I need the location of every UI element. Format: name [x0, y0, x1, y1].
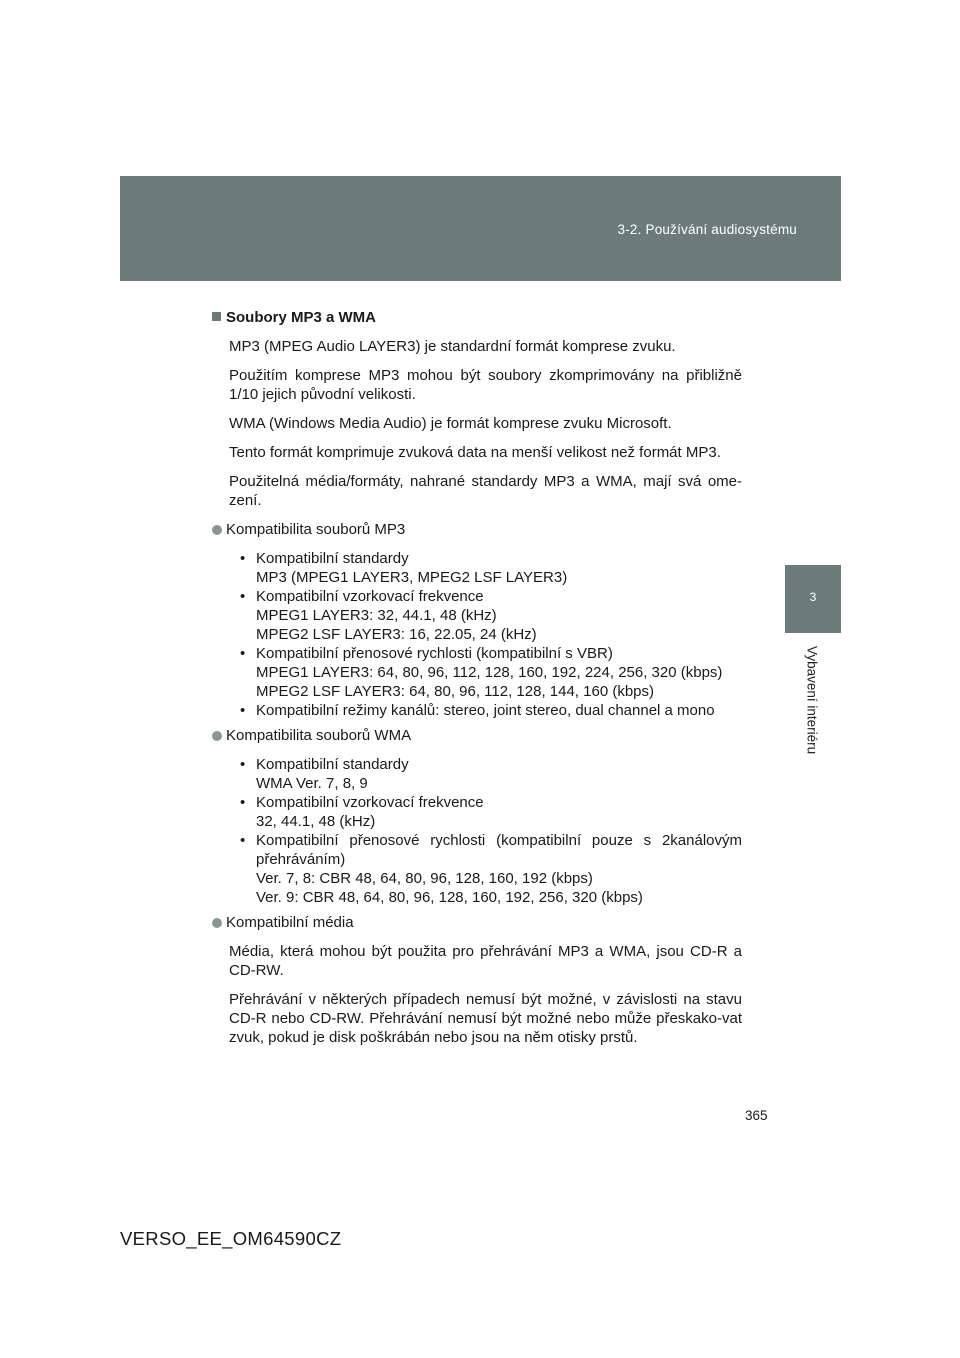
list-item-title: • Kompatibilní vzorkovací frekvence	[256, 588, 484, 605]
subsection-title: Kompatibilní média	[226, 914, 354, 931]
document-code: VERSO_EE_OM64590CZ	[120, 1228, 342, 1249]
subsection-heading-wma	[212, 726, 742, 745]
paragraph: Tento formát komprimuje zvuková data na menší velikost než formát MP3.	[229, 444, 721, 461]
subsection-heading-media	[212, 913, 742, 932]
list-item-title: • Kompatibilní standardy	[256, 756, 409, 773]
wma-compat-list	[212, 755, 742, 907]
list-item-title: • Kompatibilní standardy	[256, 550, 409, 567]
paragraph: Média, která mohou být použita pro přehrávání MP3 a WMA, jsou CD-R a CD-RW.	[229, 943, 742, 979]
list-item-line: MPEG1 LAYER3: 64, 80, 96, 112, 128, 160, 192, 224, 256, 320 (kbps)	[256, 664, 723, 681]
list-item-line: Ver. 7, 8: CBR 48, 64, 80, 96, 128, 160, 192 (kbps)	[256, 870, 593, 887]
page-number: 365	[745, 1108, 768, 1123]
list-item-line: WMA Ver. 7, 8, 9	[256, 775, 368, 792]
list-item	[239, 549, 742, 587]
list-item-line: MPEG1 LAYER3: 32, 44.1, 48 (kHz)	[256, 607, 497, 624]
list-item	[239, 701, 742, 720]
chapter-label: Vybavení interiéru	[804, 645, 820, 755]
chapter-tab	[785, 565, 841, 633]
chapter-number: 3	[809, 590, 817, 604]
list-item-line: MPEG2 LSF LAYER3: 64, 80, 96, 112, 128, 144, 160 (kbps)	[256, 683, 655, 700]
list-item	[239, 831, 742, 907]
header-band	[120, 176, 841, 281]
circle-bullet-icon	[212, 731, 222, 741]
section-header-title: 3-2. Používání audiosystému	[617, 222, 797, 237]
square-bullet-icon	[212, 312, 221, 321]
mp3-compat-list	[212, 549, 742, 720]
section-title: Soubory MP3 a WMA	[226, 309, 377, 326]
list-item-title: • Kompatibilní přenosové rychlosti (kompatibilní s VBR)	[256, 645, 613, 662]
list-item	[239, 755, 742, 793]
paragraph: MP3 (MPEG Audio LAYER3) je standardní formát komprese zvuku.	[229, 338, 676, 355]
paragraph: Přehrávání v některých případech nemusí být možné, v závislosti na stavu CD-R nebo CD-RW. Přehrávání nemusí být možné nebo může přeskako-vat zvuk, pokud je disk poškrábán nebo jsou na něm otisky prstů.	[229, 991, 742, 1046]
circle-bullet-icon	[212, 918, 222, 928]
list-item-title: • Kompatibilní přenosové rychlosti (kompatibilní pouze s 2kanálovým přehráváním)	[256, 832, 742, 868]
circle-bullet-icon	[212, 525, 222, 535]
list-item-line: MP3 (MPEG1 LAYER3, MPEG2 LSF LAYER3)	[256, 569, 568, 586]
subsection-heading-mp3	[212, 520, 742, 539]
list-item-title: • Kompatibilní režimy kanálů: stereo, joint stereo, dual channel a mono	[256, 702, 715, 719]
paragraph: Použitím komprese MP3 mohou být soubory zkomprimovány na přibližně 1/10 jejich původní velikosti.	[229, 367, 742, 403]
page-content	[212, 308, 742, 1057]
paragraph: WMA (Windows Media Audio) je formát komprese zvuku Microsoft.	[229, 415, 672, 432]
list-item-line: MPEG2 LSF LAYER3: 16, 22.05, 24 (kHz)	[256, 626, 537, 643]
list-item-title: • Kompatibilní vzorkovací frekvence	[256, 794, 484, 811]
list-item	[239, 587, 742, 644]
list-item-line: 32, 44.1, 48 (kHz)	[256, 813, 376, 830]
list-item	[239, 793, 742, 831]
list-item	[239, 644, 742, 701]
section-heading	[212, 308, 742, 327]
subsection-title: Kompatibilita souborů MP3	[226, 521, 406, 538]
subsection-title: Kompatibilita souborů WMA	[226, 727, 412, 744]
list-item-line: Ver. 9: CBR 48, 64, 80, 96, 128, 160, 192, 256, 320 (kbps)	[256, 889, 643, 906]
paragraph: Použitelná média/formáty, nahrané standardy MP3 a WMA, mají svá ome-zení.	[229, 473, 742, 509]
